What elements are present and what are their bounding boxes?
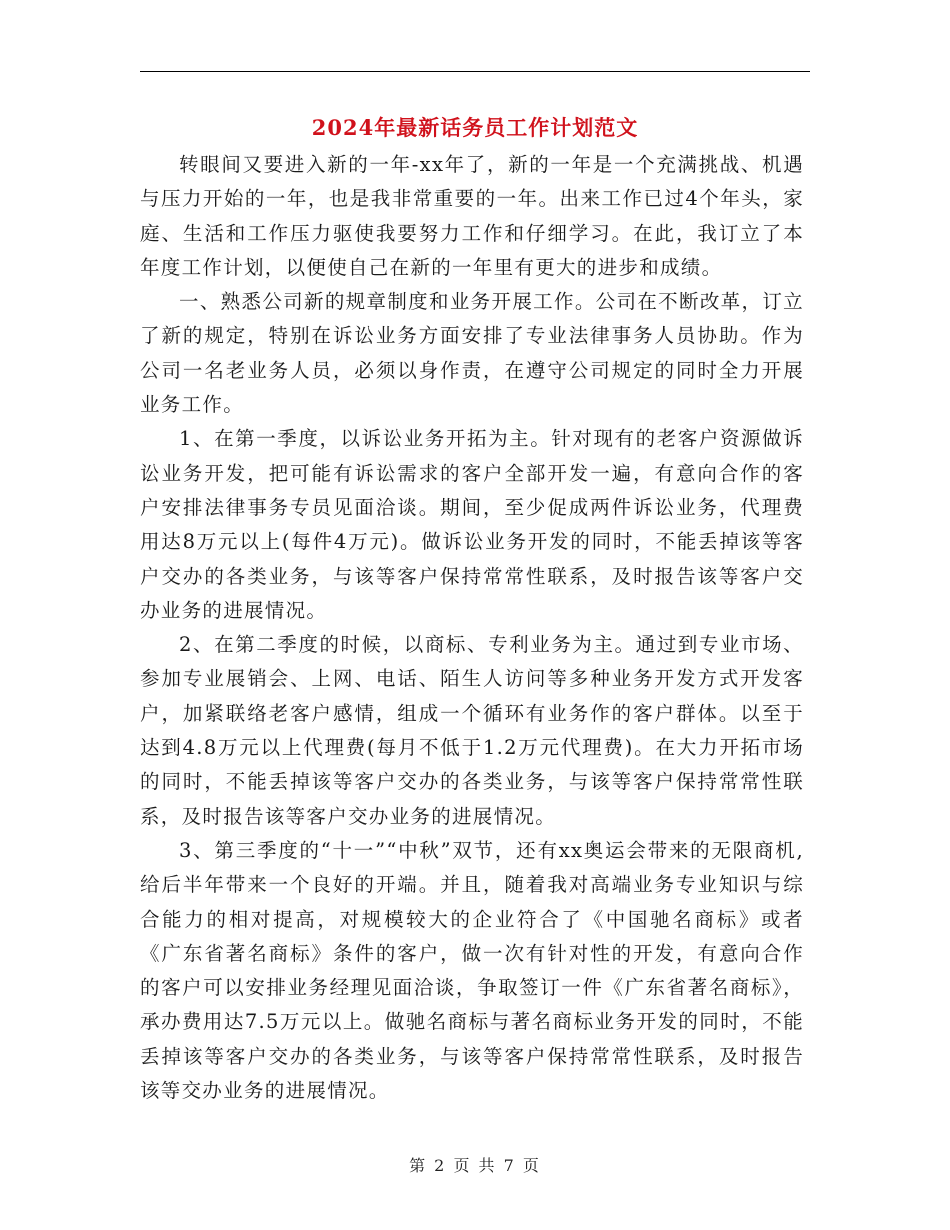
paragraph-q2: 2、在第二季度的时候，以商标、专利业务为主。通过到专业市场、参加专业展销会、上网、电话、陌生人访问等多种业务开发方式开发客户，加紧联络老客户感情，组成一个循环有业务作的客户群体。以至于达到4.8万元以上代理费(每月不低于1.2万元代理费)。在大力开拓市场的同时，不能丢掉该等客户交办的各类业务，与该等客户保持常常性联系，及时报告该等客户交办业务的进展情况。	[140, 633, 804, 828]
paragraph-intro: 转眼间又要进入新的一年-xx年了，新的一年是一个充满挑战、机遇与压力开始的一年，也是我非常重要的一年。出来工作已过4个年头，家庭、生活和工作压力驱使我要努力工作和仔细学习。在此，我订立了本年度工作计划，以便使自己在新的一年里有更大的进步和成绩。	[140, 153, 804, 279]
paragraph-section-1: 一、熟悉公司新的规章制度和业务开展工作。公司在不断改革，订立了新的规定，特别在诉讼业务方面安排了专业法律事务人员协助。作为公司一名老业务人员，必须以身作责，在遵守公司规定的同时全力开展业务工作。	[140, 290, 804, 417]
header-rule	[140, 71, 810, 72]
page-number: 第 2 页 共 7 页	[409, 1156, 541, 1175]
paragraph-q3: 3、第三季度的“十一”“中秋”双节，还有xx奥运会带来的无限商机,给后半年带来一个良好的开端。并且，随着我对高端业务专业知识与综合能力的相对提高，对规模较大的企业符合了《中国驰名商标》或者《广东省著名商标》条件的客户，做一次有针对性的开发，有意向合作的客户可以安排业务经理见面洽谈，争取签订一件《广东省著名商标》，承办费用达7.5万元以上。做驰名商标与著名商标业务开发的同时，不能丢掉该等客户交办的各类业务，与该等客户保持常常性联系，及时报告该等交办业务的进展情况。	[140, 838, 804, 1103]
paragraph-q1: 1、在第一季度，以诉讼业务开拓为主。针对现有的老客户资源做诉讼业务开发，把可能有诉讼需求的客户全部开发一遍，有意向合作的客户安排法律事务专员见面洽谈。期间，至少促成两件诉讼业务，代理费用达8万元以上(每件4万元)。做诉讼业务开发的同时，不能丢掉该等客户交办的各类业务，与该等客户保持常常性联系，及时报告该等客户交办业务的进展情况。	[140, 427, 804, 622]
document-title: 2024年最新话务员工作计划范文	[311, 115, 639, 140]
document-body	[140, 148, 804, 1108]
